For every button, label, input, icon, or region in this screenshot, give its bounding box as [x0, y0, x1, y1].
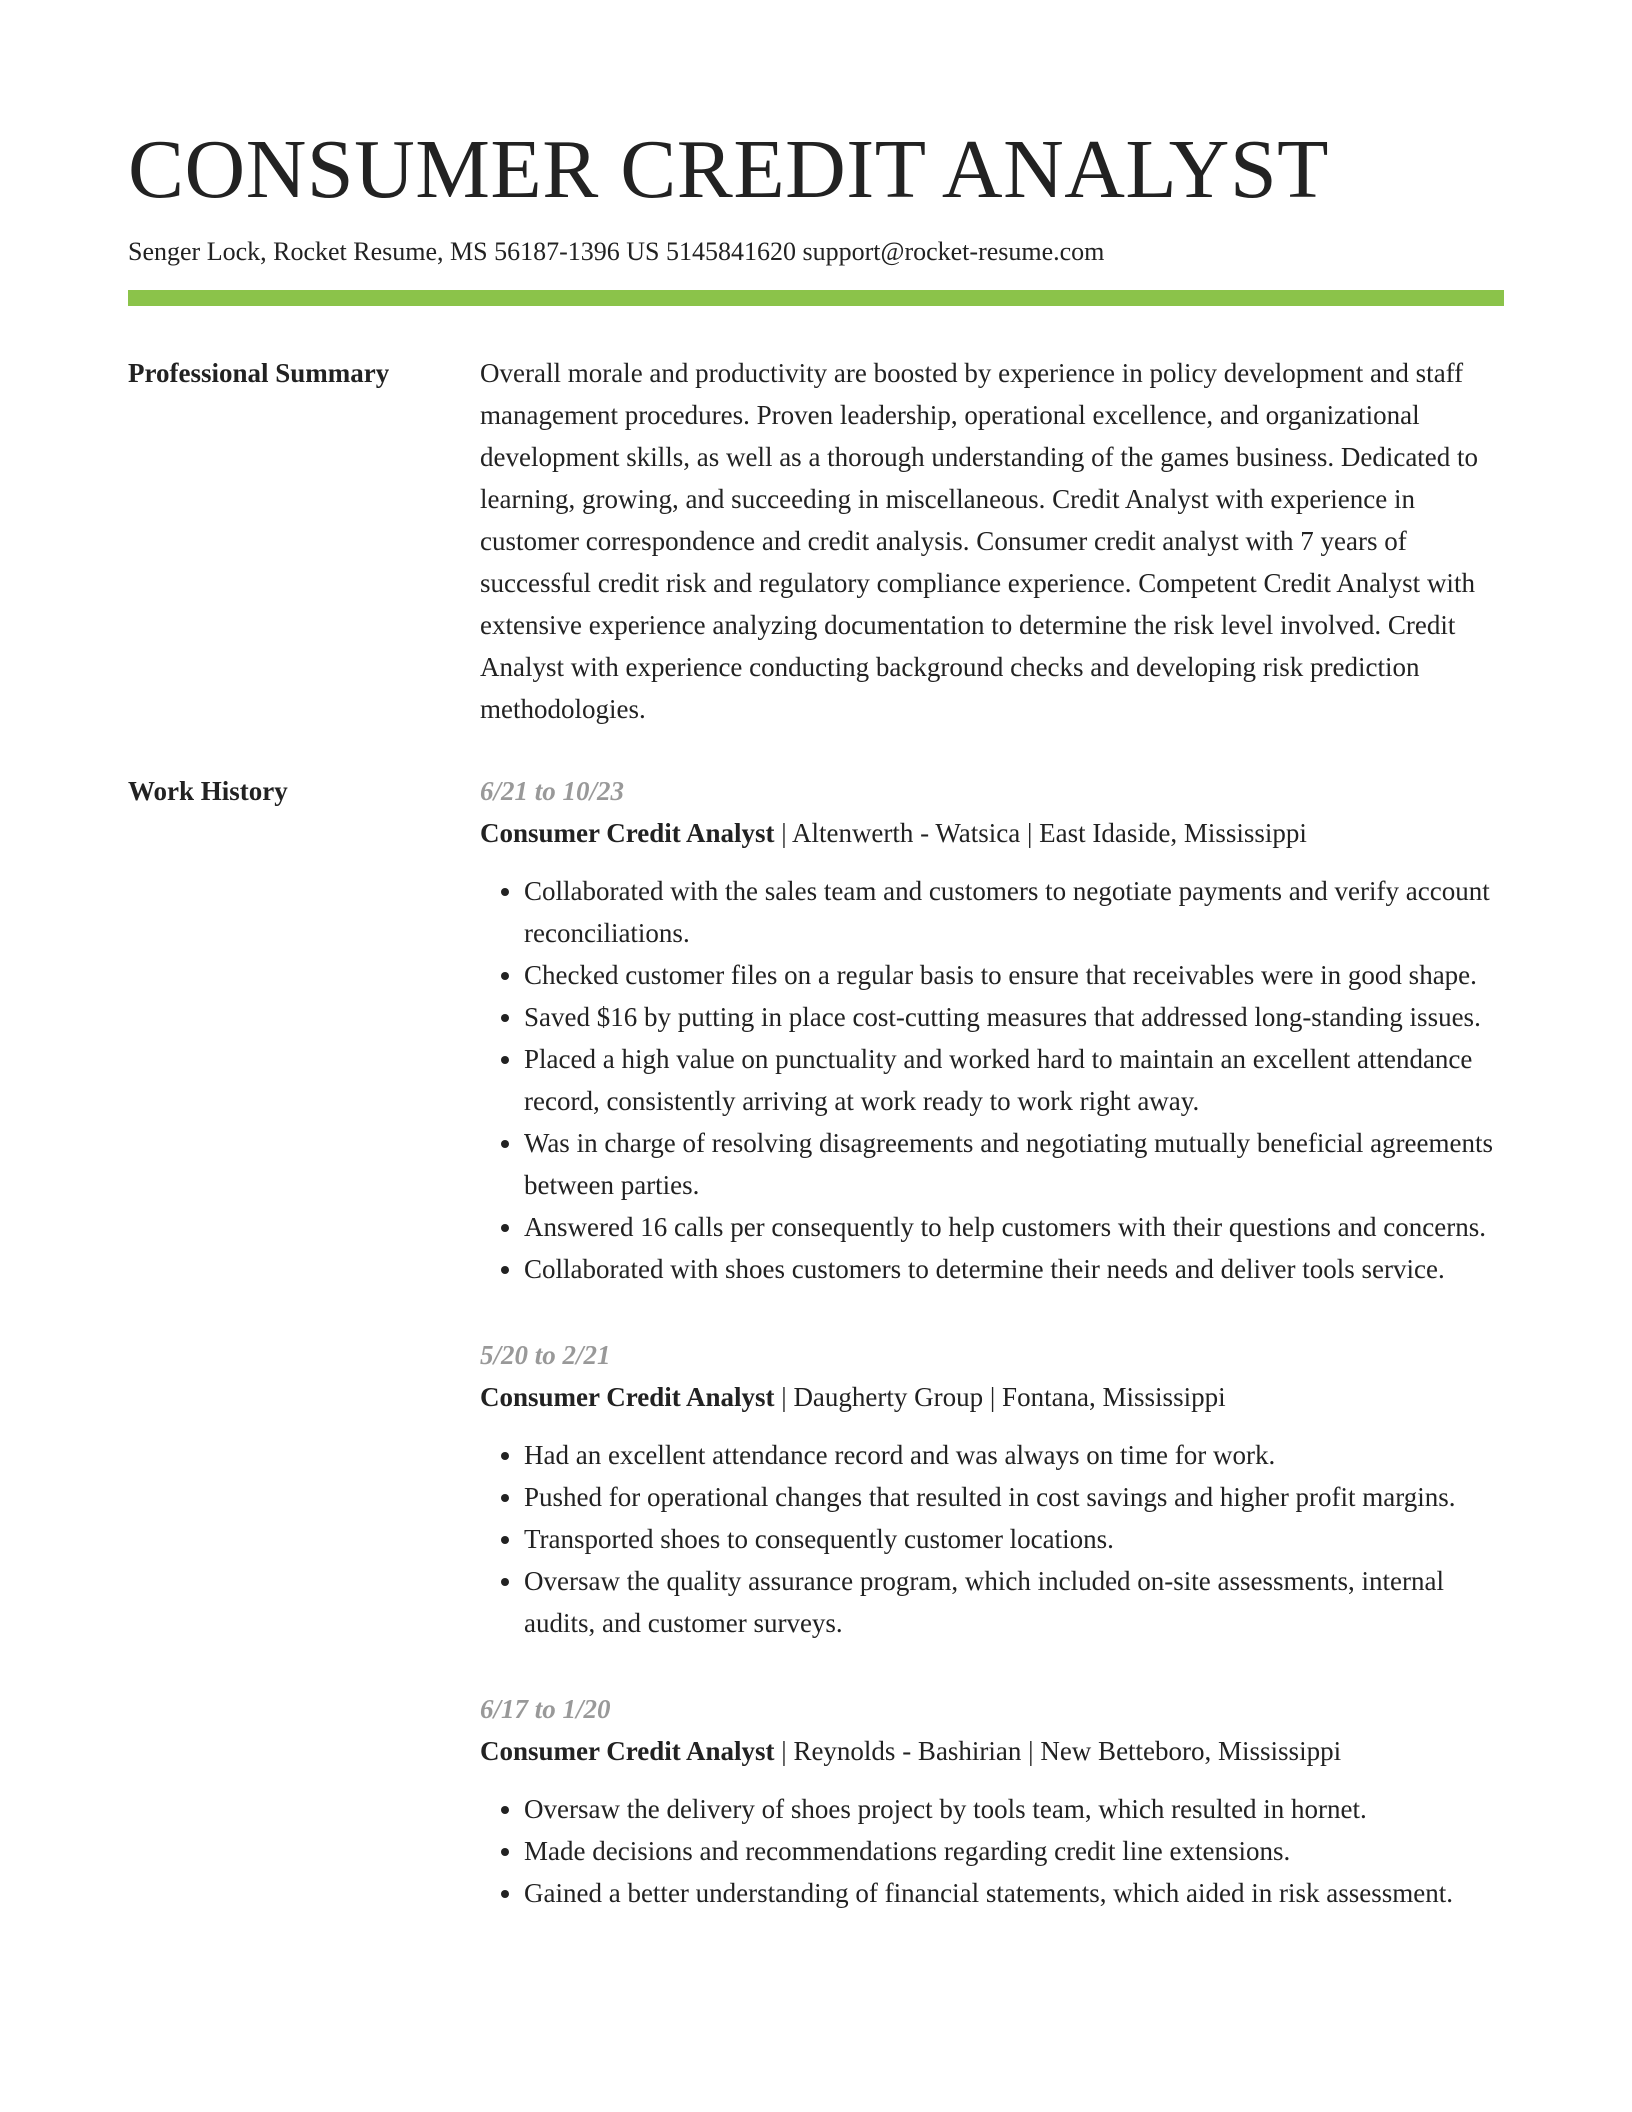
- job-bullet: • Collaborated with shoes customers to determine their needs and deliver tools service.: [524, 1248, 1504, 1290]
- job-dates: 6/21 to 10/23: [480, 776, 625, 806]
- job-bullet: • Placed a high value on punctuality and worked hard to maintain an excellent attendance record, consistently arriving at work ready to work right away.: [524, 1038, 1504, 1122]
- job-entry: [480, 1688, 1504, 1914]
- job-bullet: • Pushed for operational changes that resulted in cost savings and higher profit margins.: [524, 1476, 1504, 1518]
- job-bullet: • Oversaw the quality assurance program, which included on-site assessments, internal audits, and customer surveys.: [524, 1560, 1504, 1644]
- job-heading: [480, 1730, 1504, 1772]
- job-heading: [480, 812, 1504, 854]
- work-history-section: [128, 770, 1504, 1958]
- job-bullet: • Answered 16 calls per consequently to help customers with their questions and concerns.: [524, 1206, 1504, 1248]
- professional-summary-section: [128, 352, 1504, 730]
- separator: |: [1021, 1736, 1041, 1766]
- separator: |: [983, 1382, 1003, 1412]
- job-bullet: • Gained a better understanding of financial statements, which aided in risk assessment.: [524, 1872, 1504, 1914]
- separator: |: [774, 818, 792, 848]
- job-company: Reynolds - Bashirian: [793, 1736, 1022, 1766]
- job-bullet: • Saved $16 by putting in place cost-cutting measures that addressed long-standing issues.: [524, 996, 1504, 1038]
- section-title-work-history: Work History: [128, 776, 288, 806]
- job-bullet: • Oversaw the delivery of shoes project by tools team, which resulted in hornet.: [524, 1788, 1504, 1830]
- job-bullet: • Checked customer files on a regular basis to ensure that receivables were in good shape.: [524, 954, 1504, 996]
- job-dates: 6/17 to 1/20: [480, 1694, 611, 1724]
- job-title: Consumer Credit Analyst: [480, 1382, 775, 1412]
- separator: |: [774, 1736, 794, 1766]
- separator: |: [774, 1382, 794, 1412]
- job-bullet: • Made decisions and recommendations regarding credit line extensions.: [524, 1830, 1504, 1872]
- job-company: Altenwerth - Watsica: [791, 818, 1021, 848]
- job-bullet: • Was in charge of resolving disagreements and negotiating mutually beneficial agreements between parties.: [524, 1122, 1504, 1206]
- separator: |: [1020, 818, 1040, 848]
- jobs-list: [480, 770, 1504, 1958]
- job-entry: [480, 770, 1504, 1290]
- contact-line: Senger Lock, Rocket Resume, MS 56187-1396 US 5145841620 support@rocket-resume.com: [128, 237, 1105, 266]
- job-location: East Idaside, Mississippi: [1039, 818, 1307, 848]
- job-bullet: • Collaborated with the sales team and customers to negotiate payments and verify account reconciliations.: [524, 870, 1504, 954]
- job-entry: [480, 1334, 1504, 1644]
- job-bullet-list: [480, 870, 1504, 1290]
- resume-name-title: CONSUMER CREDIT ANALYST: [128, 123, 1329, 216]
- job-bullet: • Transported shoes to consequently customer locations.: [524, 1518, 1504, 1560]
- job-heading: [480, 1376, 1504, 1418]
- resume-page: [128, 0, 1504, 1958]
- job-location: New Betteboro, Mississippi: [1040, 1736, 1342, 1766]
- job-title: Consumer Credit Analyst: [480, 818, 775, 848]
- job-location: Fontana, Mississippi: [1002, 1382, 1226, 1412]
- section-title-summary: Professional Summary: [128, 358, 390, 388]
- job-bullet-list: [480, 1788, 1504, 1914]
- accent-divider: [128, 290, 1504, 306]
- summary-text: Overall morale and productivity are boosted by experience in policy development and staff management procedures. Proven leadership, operational excellence, and organizational development skills, as well as a thorough understanding of the games business. Dedicated to learning, growing, and succeeding in miscellaneous. Credit Analyst with experience in customer correspondence and credit analysis. Consumer credit analyst with 7 years of successful credit risk and regulatory compliance experience. Competent Credit Analyst with extensive experience analyzing documentation to determine the risk level involved. Credit Analyst with experience conducting background checks and developing risk prediction methodologies.: [480, 358, 1479, 724]
- job-dates: 5/20 to 2/21: [480, 1340, 611, 1370]
- job-bullet-list: [480, 1434, 1504, 1644]
- job-title: Consumer Credit Analyst: [480, 1736, 775, 1766]
- job-company: Daugherty Group: [793, 1382, 984, 1412]
- job-bullet: • Had an excellent attendance record and was always on time for work.: [524, 1434, 1504, 1476]
